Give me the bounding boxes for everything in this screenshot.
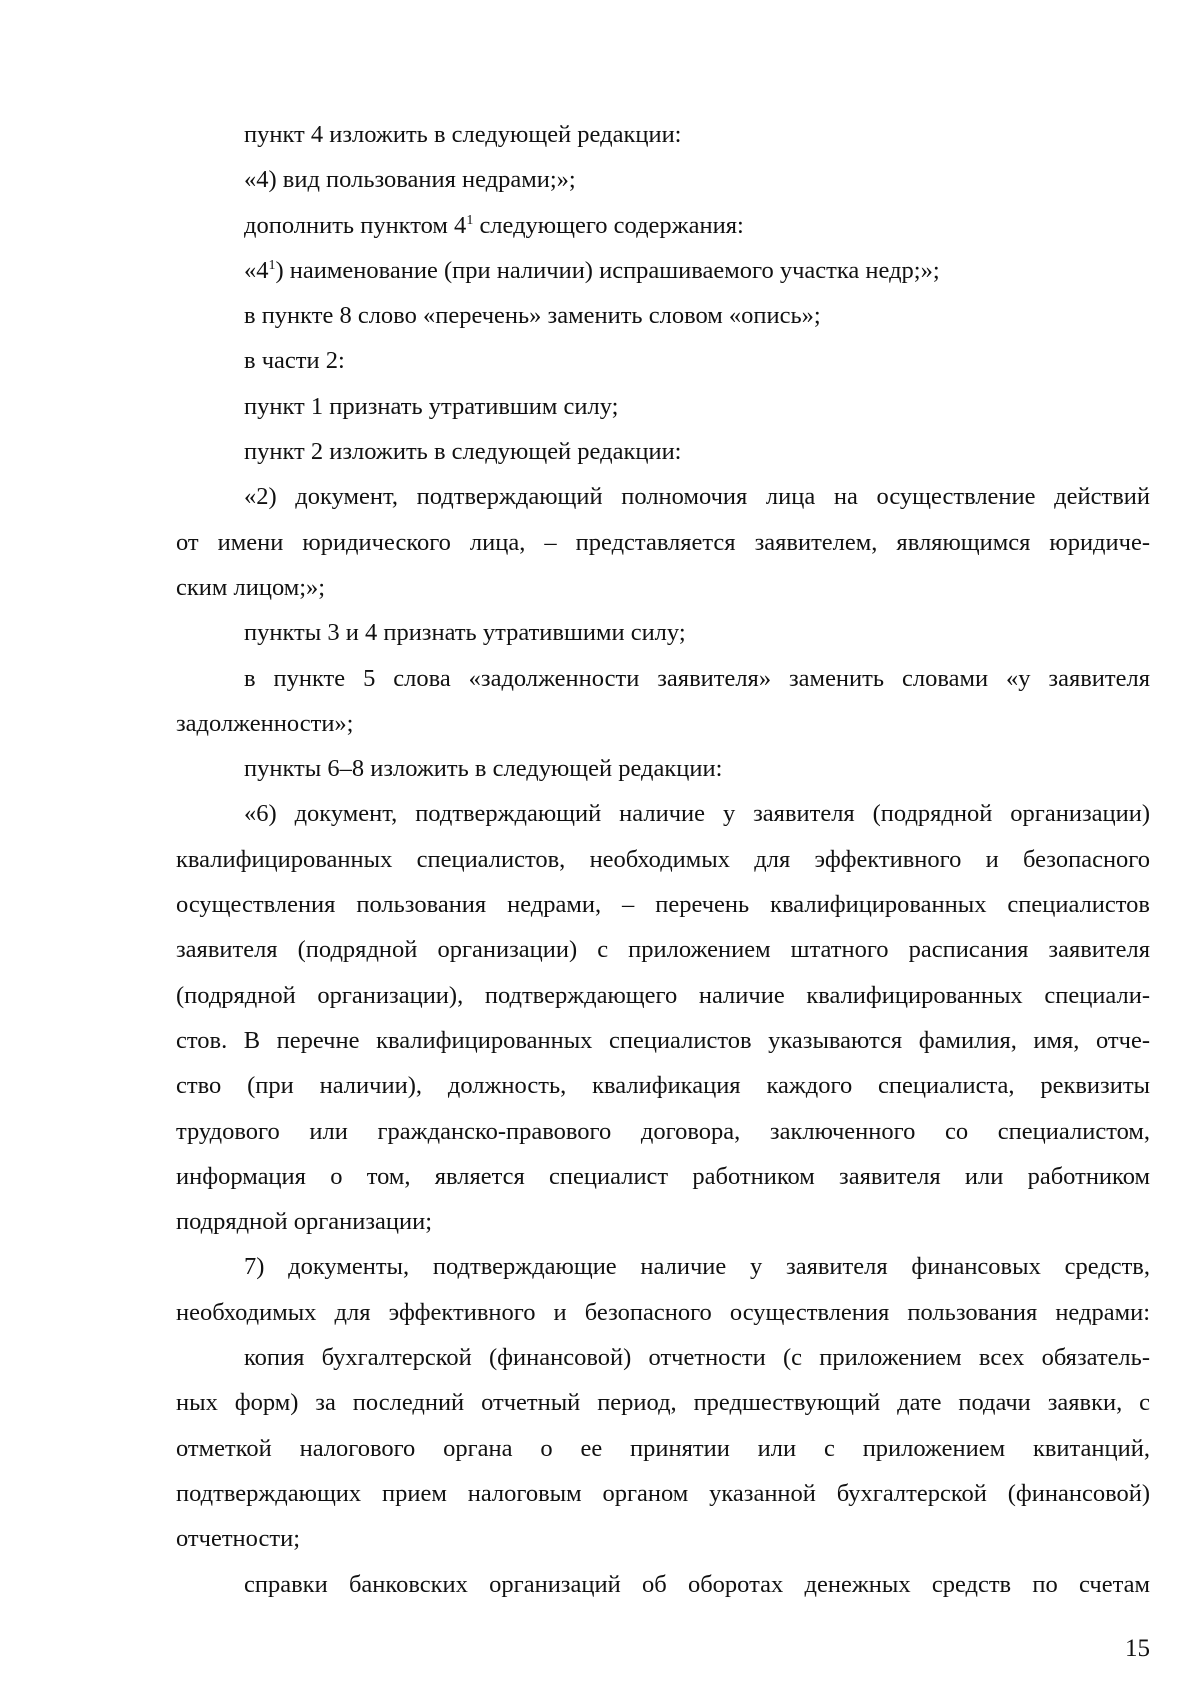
document-line [176, 520, 1150, 565]
document-line [176, 973, 1150, 1018]
document-line [176, 1562, 1150, 1607]
line-text: подтверждающих прием налоговым органом указанной бухгалтерской (финансовой) [176, 1479, 1150, 1507]
line-text: трудового или гражданско-правового договора, заключенного со специалистом, [176, 1117, 1150, 1145]
document-line [176, 1380, 1150, 1425]
document-line [176, 1471, 1150, 1516]
document-line [176, 1018, 1150, 1063]
line-text: «4 [244, 256, 269, 284]
line-text: в пункте 5 слова «задолженности заявителя» заменить словами «у заявителя [244, 664, 1150, 692]
line-text: в пункте 8 слово «перечень» заменить словом «опись»; [244, 302, 821, 330]
document-line [176, 1109, 1150, 1154]
document-line [176, 927, 1150, 972]
document-line [176, 1154, 1150, 1199]
document-line [176, 474, 1150, 519]
line-text-continuation: ) наименование (при наличии) испрашиваемого участка недр;»; [275, 256, 940, 284]
document-line [176, 1244, 1150, 1289]
line-text: информация о том, является специалист работником заявителя или работником [176, 1162, 1150, 1190]
line-text: отчетности; [176, 1525, 301, 1553]
document-line [176, 338, 1150, 383]
superscript-index: 1 [466, 212, 474, 228]
line-text: «2) документ, подтверждающий полномочия лица на осуществление действий [244, 483, 1150, 511]
line-text: осуществления пользования недрами, – перечень квалифицированных специалистов [176, 891, 1150, 919]
line-text: необходимых для эффективного и безопасного осуществления пользования недрами: [176, 1298, 1150, 1326]
line-text: задолженности»; [176, 709, 354, 737]
page-number: 15 [1125, 1635, 1150, 1662]
line-text: стов. В перечне квалифицированных специалистов указываются фамилия, имя, отче- [176, 1026, 1150, 1054]
line-text: справки банковских организаций об оборотах денежных средств по счетам [244, 1570, 1150, 1598]
document-line [176, 1335, 1150, 1380]
document-line [176, 384, 1150, 429]
document-line [176, 429, 1150, 474]
document-line [176, 1063, 1150, 1108]
document-body [176, 112, 1150, 1607]
line-text-continuation: следующего содержания: [473, 211, 744, 239]
line-text: ных форм) за последний отчетный период, предшествующий дате подачи заявки, с [176, 1389, 1150, 1417]
document-line [176, 791, 1150, 836]
document-line [176, 565, 1150, 610]
line-text: пункт 2 изложить в следующей редакции: [244, 438, 682, 466]
line-text: от имени юридического лица, – представляется заявителем, являющимся юридиче- [176, 528, 1150, 556]
document-line [176, 1199, 1150, 1244]
line-text: пункты 6–8 изложить в следующей редакции: [244, 755, 723, 783]
line-text: 7) документы, подтверждающие наличие у заявителя финансовых средств, [244, 1253, 1150, 1281]
superscript-index: 1 [268, 257, 276, 273]
line-text: квалифицированных специалистов, необходимых для эффективного и безопасного [176, 845, 1150, 873]
line-text: в части 2: [244, 347, 345, 375]
document-line [176, 1290, 1150, 1335]
line-text: заявителя (подрядной организации) с приложением штатного расписания заявителя [176, 936, 1150, 964]
document-line [176, 248, 1150, 293]
line-text: пункт 4 изложить в следующей редакции: [244, 121, 682, 148]
document-line [176, 701, 1150, 746]
line-text: пункт 1 признать утратившим силу; [244, 392, 619, 420]
document-line [176, 1426, 1150, 1471]
document-line [176, 112, 1150, 157]
document-line [176, 837, 1150, 882]
document-line [176, 157, 1150, 202]
line-text: отметкой налогового органа о ее принятии или с приложением квитанций, [176, 1434, 1150, 1462]
document-line [176, 610, 1150, 655]
line-text: «6) документ, подтверждающий наличие у заявителя (подрядной организации) [244, 800, 1150, 828]
line-text: (подрядной организации), подтверждающего наличие квалифицированных специали- [176, 981, 1150, 1009]
line-text: подрядной организации; [176, 1208, 433, 1236]
document-line [176, 203, 1150, 248]
document-line [176, 746, 1150, 791]
line-text: ским лицом;»; [176, 573, 326, 601]
document-line [176, 293, 1150, 338]
line-text: «4) вид пользования недрами;»; [244, 166, 576, 194]
line-text: копия бухгалтерской (финансовой) отчетности (с приложением всех обязатель- [244, 1344, 1150, 1372]
line-text: ство (при наличии), должность, квалификация каждого специалиста, реквизиты [176, 1072, 1150, 1100]
line-text: пункты 3 и 4 признать утратившими силу; [244, 619, 686, 647]
document-line [176, 1516, 1150, 1561]
document-line [176, 882, 1150, 927]
line-text: дополнить пунктом 4 [244, 211, 467, 239]
document-line [176, 656, 1150, 701]
